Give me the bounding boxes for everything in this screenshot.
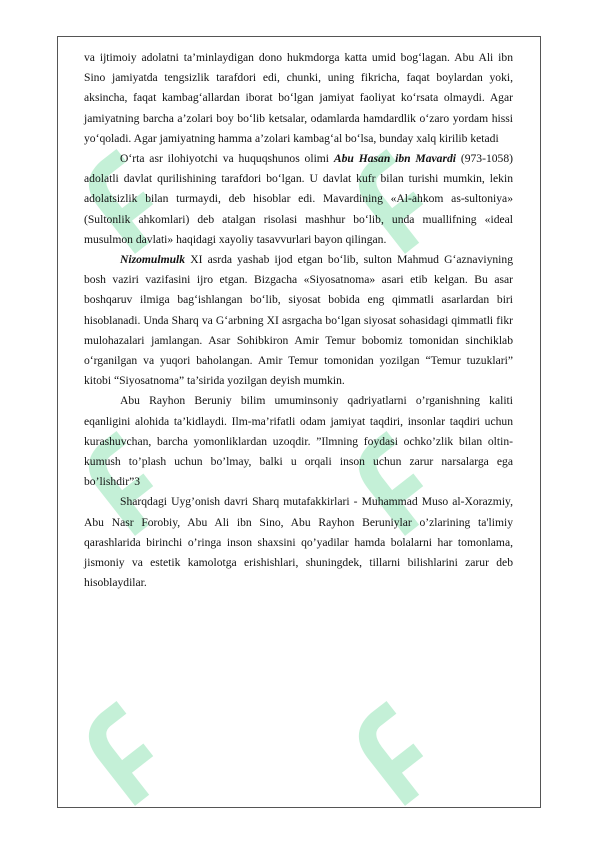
paragraph-text: (973-1058) adolatli davlat qurilishining tarafdori bo‘lgan. U davlat kufr bilan turishi mumkin, lekin adolatsizlik bilan turmaydi, deb hisoblar edi. Mavardining «Al-ahkom as-sultoniya» (Sultonlik ahkomlari) deb atalgan risolasi mashhur bo‘lib, unda muallifning «ideal musulmon davlati» haqidagi xayoliy tasavvurlari bayon qilingan. bbox=[84, 152, 513, 246]
document-body bbox=[84, 48, 513, 593]
paragraph-text: XI asrda yashab ijod etgan bo‘lib, sulton Mahmud G‘aznaviyning bosh vaziri vazifasini ijro etgan. Bizgacha «Siyosatnoma» asari etib kelgan. Bu asar boshqaruv ilmiga bag‘ishlangan bo‘lib, siyosat bobida eng qimmatli asarlardan biri hisoblanadi. Unda Sharq va G‘arbning XI asrgacha bo‘lgan siyosat sohasidagi qimmatli fikr mulohazalari jamlangan. Asar Sohibkiron Amir Temur bobomiz tomonidan sinchiklab o‘rganilgan va yuqori baholangan. Amir Temur tomonidan yozilgan “Temur tuzuklari” kitobi “Siyosatnoma” ta’sirida yozilgan deyish mumkin. bbox=[84, 253, 513, 388]
emphasized-name: Nizomulmulk bbox=[120, 253, 186, 267]
paragraph-text: O‘rta asr ilohiyotchi va huquqshunos olimi bbox=[120, 152, 334, 166]
paragraph bbox=[84, 149, 513, 250]
paragraph-text: Abu Rayhon Beruniy bilim umuminsoniy qadriyatlarni o’rganishning kaliti eqanligini alohida ta’kidlaydi. Ilm-ma’rifatli odam jamiyat taqdiri, insonlar taqdiri uchun kurashuvchan, barcha yomonliklardan uzoqdir. ”Ilmning foydasi ochko’zlik bilan oltin-kumush to’plash uchun bo’lmay, balki u orqali inson uchun zarur narsalarga ega bo’lishdir”3 bbox=[84, 394, 513, 489]
paragraph bbox=[84, 492, 513, 593]
paragraph bbox=[84, 48, 513, 149]
emphasized-name: Abu Hasan ibn Mavardi bbox=[333, 152, 456, 166]
paragraph bbox=[84, 250, 513, 391]
paragraph bbox=[84, 391, 513, 492]
paragraph-text: va ijtimoiy adolatni ta’minlaydigan dono hukmdorga katta umid bog‘lagan. Abu Ali ibn Sino jamiyatda tengsizlik tarafdori edi, chunki, uning fikricha, faqat boylardan yoki, aksincha, faqat kambag‘allardan iborat bo‘lgan jamiyat faoliyat ko‘rsata olmaydi. Agar jamiyatning barcha a’zolari boy bo‘lib ketsalar, odamlarda hamdardlik o‘zaro yordam hissi yo‘qoladi. Agar jamiyatning hamma a’zolari kambag‘al bo‘lsa, bunday xalq kirilib ketadi bbox=[84, 51, 513, 145]
paragraph-text: Sharqdagi Uyg’onish davri Sharq mutafakkirlari - Muhammad Muso al-Xorazmiy, Abu Nasr Forobiy, Abu Ali ibn Sino, Abu Rayhon Beruniylar o’zlarining ta'limiy qarashlarida birinchi o’ringa inson shaxsini qo’yadilar hamda bolalarni har tomonlama, jismoniy va estetik kamolotga erishishlari, shuningdek, tillarni bilishlarini zarur deb hisoblaydilar. bbox=[84, 495, 513, 590]
